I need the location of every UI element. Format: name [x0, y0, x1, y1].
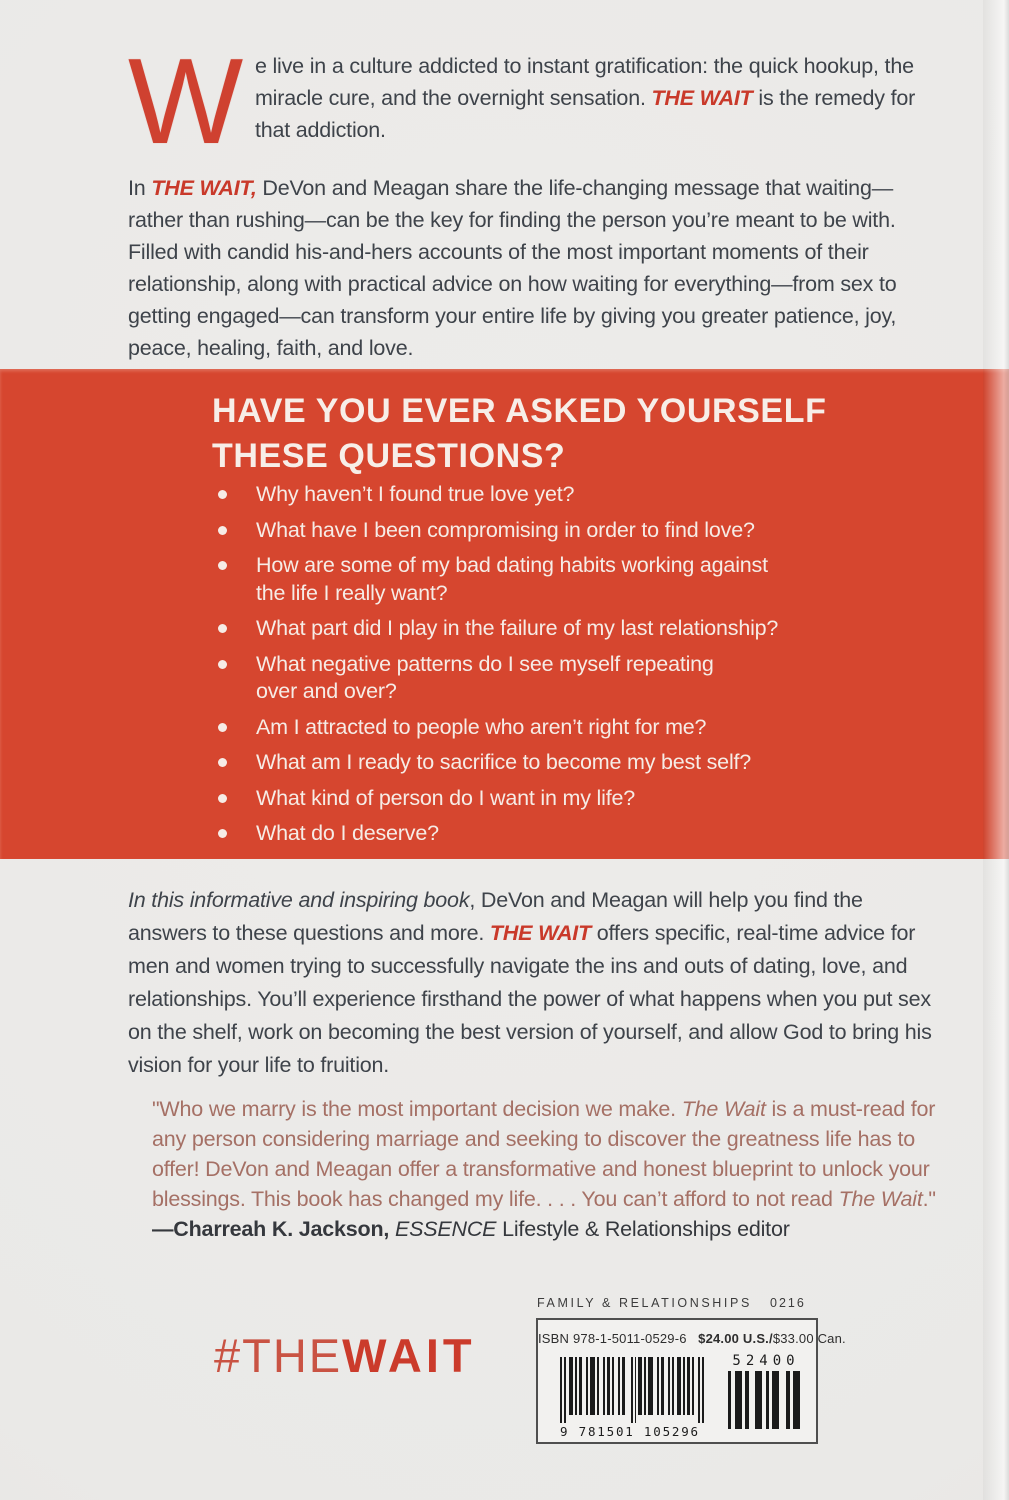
questions-heading-line1: HAVE YOU EVER ASKED YOURSELF — [212, 392, 827, 430]
addon-digits: 52400 — [732, 1353, 800, 1369]
ean-bars — [560, 1357, 708, 1423]
question-item: Why haven’t I found true love yet? — [212, 481, 902, 509]
ean-digits: 9 781501 105296 — [560, 1424, 700, 1439]
addon-barcode — [728, 1353, 804, 1429]
addon-bars — [728, 1371, 804, 1429]
hashtag-prefix: #THE — [214, 1329, 343, 1382]
price-us: $24.00 U.S./ — [698, 1331, 773, 1346]
question-item: How are some of my bad dating habits working against the life I really want? — [212, 552, 902, 607]
question-item: What do I deserve? — [212, 820, 902, 848]
endorsement-quote: "Who we marry is the most important decision we make. The Wait is a must-read for any person considering marriage and seeking to discover the greatness life has to offer! DeVon and Meagan offer a transformative and honest blueprint to unlock your blessings. This book has changed my life. . . . You can’t afford to not read The Wait." —Charreah K. Jackson, ESSENCE Lifestyle & Relationships editor — [152, 1097, 936, 1241]
ean-barcode — [560, 1357, 708, 1439]
questions-heading-line2: THESE QUESTIONS? — [212, 437, 566, 475]
question-item: What am I ready to sacrifice to become my best self? — [212, 749, 902, 777]
isbn-price-line — [538, 1331, 846, 1346]
question-item: What negative patterns do I see myself repeating over and over? — [212, 651, 902, 706]
question-item: What part did I play in the failure of my last relationship? — [212, 615, 902, 643]
question-item: What have I been compromising in order to find love? — [212, 517, 902, 545]
category-label: FAMILY & RELATIONSHIPS — [537, 1296, 752, 1310]
questions-panel — [0, 369, 1009, 859]
questions-heading — [212, 389, 826, 479]
barcode-box — [536, 1318, 846, 1444]
price-can: $33.00 Can. — [772, 1331, 846, 1346]
intro-paragraph-1 — [128, 33, 934, 169]
intro-paragraph-2: In THE WAIT, DeVon and Meagan share the life-changing message that waiting—rather than rushing—can be the key for finding the person you’re meant to be with. Filled with candid his-and-hers accounts of the most important moments of their relationship, along with practical advice on how waiting for everything—from sex to getting engaged—can transform your entire life by giving you greater patience, joy, peace, healing, faith, and love. — [128, 176, 897, 360]
question-item: Am I attracted to people who aren’t right for me? — [212, 714, 902, 742]
hashtag-bold: WAIT — [342, 1329, 476, 1382]
questions-list — [212, 481, 902, 856]
drop-cap: W — [128, 33, 243, 169]
intro-paragraph-1-text: e live in a culture addicted to instant gratification: the quick hookup, the miracle cure, and the overnight sensation. THE WAIT is the remedy for that addiction. — [254, 54, 916, 142]
hashtag-logo — [214, 1328, 476, 1383]
question-item: What kind of person do I want in my life? — [212, 785, 902, 813]
print-code: 0216 — [770, 1296, 806, 1310]
isbn-number: ISBN 978-1-5011-0529-6 — [538, 1331, 687, 1346]
closing-paragraph: In this informative and inspiring book, DeVon and Meagan will help you find the answers to these questions and more. THE WAIT offers specific, real-time advice for men and women trying to successfully navigate the ins and outs of dating, love, and relationships. You’ll experience firsthand the power of what happens when you put sex on the shelf, work on becoming the best version of yourself, and allow God to bring his vision for your life to fruition. — [128, 888, 932, 1077]
